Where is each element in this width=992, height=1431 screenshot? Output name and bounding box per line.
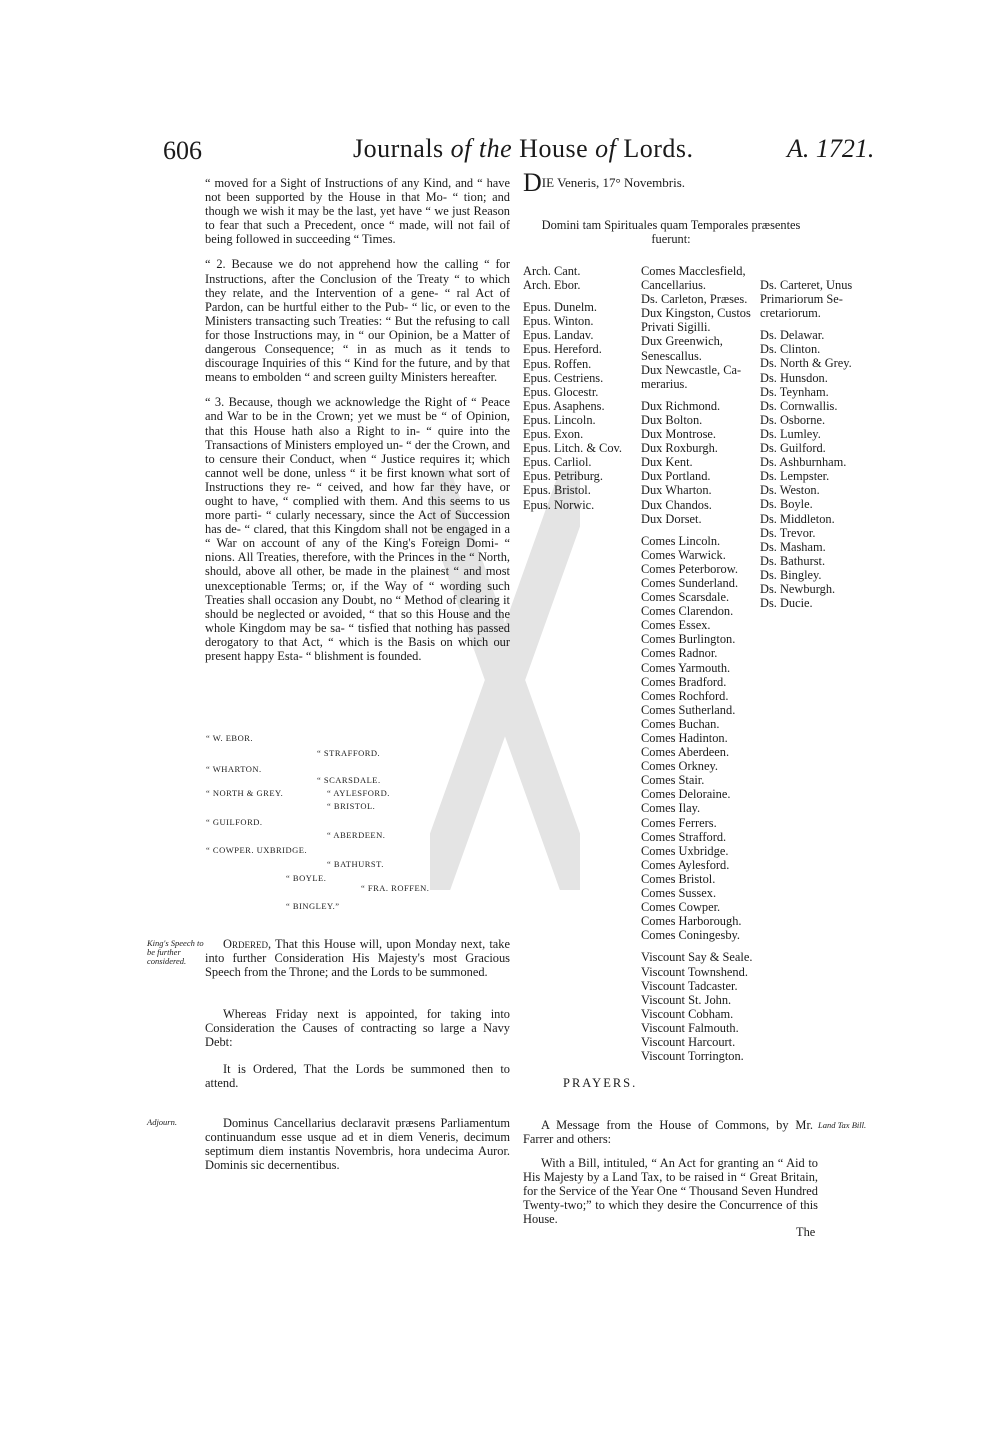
- lord-entry: Ds. Middleton.: [760, 511, 835, 526]
- lord-entry: Comes Aberdeen.: [641, 745, 730, 760]
- lord-entry: Comes Ilay.: [641, 801, 701, 816]
- lord-entry: Comes Burlington.: [641, 632, 736, 647]
- signature: “ AYLESFORD.: [327, 788, 390, 798]
- signature: “ BATHURST.: [327, 859, 384, 869]
- lord-entry: Epus. Carliol.: [523, 455, 592, 470]
- lord-entry: Dux Richmond.: [641, 398, 721, 413]
- lord-entry: Comes Sunderland.: [641, 575, 739, 590]
- lord-entry: Comes Harborough.: [641, 914, 742, 929]
- title-word: the: [478, 134, 513, 163]
- lord-entry: Viscount Falmouth.: [641, 1020, 739, 1035]
- list-gap: [641, 391, 752, 399]
- margin-note: King's Speech to be further considered.: [147, 938, 204, 966]
- lord-entry: Dux Roxburgh.: [641, 441, 718, 456]
- lord-entry: Ds. Bathurst.: [760, 553, 826, 568]
- lord-entry: Comes Yarmouth.: [641, 660, 731, 675]
- lord-entry: Ds. Carleton, Præses.: [641, 292, 748, 307]
- title-word: of: [450, 134, 472, 163]
- paragraph: “ 2. Because we do not apprehend how the calling “ for Instructions, after the Conclusion of the Treaty “ to which they relate, and the Intervention of a gene- “ ral Act of Pardon, can be hurtful either to the Pub- “ lic, or even to the Ministers transacting such Treaties: “ But the refusing to call for those Instructions may, in “ our Opinion, be a Matter of dangerous Consequence; “ in as much as it tends to discourage Inquiries of this “ Kind for the future, and by that means to embolden “ and screen guilty Ministers hereafter.: [205, 257, 510, 385]
- bill-paragraph: With a Bill, intituled, “ An Act for granting an “ Aid to His Majesty by a Land Tax, to be raised in “ Great Britain, for the Service of the Year One “ Thousand Seven Hundred Twenty-two;” to which they desire the Concurrence of this House.: [523, 1156, 818, 1227]
- lord-entry: Viscount Tadcaster.: [641, 978, 738, 993]
- lord-entry: Ds. Osborne.: [760, 412, 826, 427]
- title-word: of: [595, 134, 617, 163]
- lord-entry: Ds. North & Grey.: [760, 356, 852, 371]
- lord-entry: Ds. Hunsdon.: [760, 370, 828, 385]
- lord-entry: Dux Wharton.: [641, 483, 712, 498]
- lord-entry: Dux Kent.: [641, 455, 693, 470]
- lord-entry: Comes Bradford.: [641, 674, 727, 689]
- lord-entry: Epus. Winton.: [523, 314, 594, 329]
- lord-entry: Dux Dorset.: [641, 511, 702, 526]
- lords-column-temporal: [641, 264, 752, 1063]
- lord-entry: Comes Macclesfield,: [641, 264, 746, 278]
- lord-entry: Comes Cowper.: [641, 900, 721, 915]
- lord-entry: Ds. Boyle.: [760, 497, 813, 512]
- lord-entry: Dux Bolton.: [641, 412, 703, 427]
- lord-entry: Ds. Trevor.: [760, 525, 816, 540]
- lord-entry: Comes Hadinton.: [641, 731, 728, 745]
- running-title: [353, 134, 694, 164]
- lord-entry: Comes Essex.: [641, 618, 711, 633]
- sitting-date: [523, 168, 685, 198]
- signature: “ COWPER. UXBRIDGE.: [206, 845, 308, 855]
- summoned-paragraph: It is Ordered, That the Lords be summoned then to attend.: [205, 1062, 510, 1091]
- lord-entry: Epus. Petriburg.: [523, 469, 603, 484]
- signature: “ STRAFFORD.: [317, 748, 381, 758]
- lord-entry: Ds. Cornwallis.: [760, 398, 838, 413]
- paragraph: “ moved for a Sight of Instructions of any Kind, and “ have not been supported by the House in that Mo- “ tion; and though we wish it may be the last, yet have “ we just Reason to fear that such a Precedent, once “ made, will not fail of being followed in succeeding “ Times.: [205, 176, 510, 247]
- lord-entry: Comes Sussex.: [641, 886, 717, 901]
- page-number: 606: [163, 136, 202, 165]
- signature: “ SCARSDALE.: [317, 775, 381, 785]
- message-paragraph: A Message from the House of Commons, by Mr. Farrer and others:: [523, 1118, 813, 1147]
- lord-entry: Epus. Cestriens.: [523, 370, 604, 385]
- lord-entry: Comes Radnor.: [641, 646, 718, 661]
- lord-entry: Dux Newcastle, Ca-: [641, 362, 742, 377]
- lord-entry: Comes Strafford.: [641, 829, 727, 844]
- signature: “ BINGLEY.”: [286, 901, 340, 911]
- lord-entry: Comes Rochford.: [641, 688, 729, 703]
- date-text: IE Veneris, 17° Novembris.: [541, 175, 686, 190]
- lord-entry: Epus. Norwic.: [523, 497, 595, 512]
- lord-entry: merarius.: [641, 376, 688, 391]
- signature: “ WHARTON.: [206, 764, 262, 774]
- lord-entry: Ds. Teynham.: [760, 384, 829, 399]
- lord-entry: Comes Stair.: [641, 773, 705, 788]
- lord-entry: Epus. Glocestr.: [523, 384, 599, 399]
- protest-text: [205, 176, 510, 674]
- lord-entry: Epus. Exon.: [523, 427, 584, 442]
- list-gap: [760, 320, 852, 328]
- lord-entry: Ds. Newburgh.: [760, 581, 836, 596]
- lord-entry: Epus. Roffen.: [523, 356, 592, 371]
- lord-entry: Ds. Bingley.: [760, 567, 822, 582]
- lord-entry: Primariorum Se-: [760, 292, 843, 307]
- lord-entry: Epus. Asaphens.: [523, 398, 605, 413]
- lord-entry: Epus. Litch. & Cov.: [523, 441, 623, 456]
- title-word: Journals: [353, 134, 444, 163]
- lord-entry: Ds. Carteret, Unus: [760, 278, 853, 292]
- signature: “ W. EBOR.: [206, 733, 254, 743]
- lord-entry: Dux Montrose.: [641, 427, 717, 442]
- lord-entry: Comes Scarsdale.: [641, 590, 730, 605]
- lord-entry: Epus. Dunelm.: [523, 300, 597, 315]
- whereas-paragraph: Whereas Friday next is appointed, for taking into Consideration the Causes of contracting so large a Navy Debt:: [205, 1007, 510, 1050]
- paragraph: “ 3. Because, though we acknowledge the Right of “ Peace and War to be in the Crown; yet we must be “ of Opinion, that this House hath also a Right to in- “ quire into the Transactions of Ministers employed un- “ der the Crown, and to censure their Conduct, when “ Justice requires it; which cannot well be done, unless “ it be first known what sort of Instructions they re- “ ceived, and how far they have, or ought to have, “ complied with them. And this seems to us more parti- “ cularly necessary, since the Act of Succession has de- “ clared, that this Kingdom shall not be engaged in a “ War on account of any of the King's Foreign Domi- “ nions. All Treaties, therefore, with the Princes in the “ North, should, above all other, be made in the plainest “ and most unexceptionable Terms; or, if the Way of “ wording such Treaties shall occasion any Doubt, no “ Method of clearing it should be neglected or avoided, “ that so this House and the whole Kingdom may be sa- “ tisfied that nothing has passed derogatory to that Act, “ which is the Basis on which our present happy Esta- “ blishment is founded.: [205, 395, 510, 663]
- lord-entry: Ds. Clinton.: [760, 342, 821, 357]
- signature: “ BOYLE.: [286, 873, 327, 883]
- lord-entry: Epus. Hereford.: [523, 342, 602, 357]
- lords-column-barons: [760, 278, 852, 610]
- lord-entry: Comes Coningesby.: [641, 928, 741, 943]
- list-gap: [641, 942, 752, 950]
- lord-entry: Ds. Lempster.: [760, 469, 830, 484]
- lord-entry: Comes Clarendon.: [641, 604, 734, 619]
- margin-note: Land Tax Bill.: [818, 1120, 867, 1130]
- lord-entry: Ds. Ashburnham.: [760, 455, 847, 470]
- lord-entry: Comes Uxbridge.: [641, 843, 729, 858]
- lord-entry: Cancellarius.: [641, 278, 707, 293]
- lord-entry: Dux Chandos.: [641, 497, 712, 512]
- lord-entry: Senescallus.: [641, 348, 702, 363]
- lord-entry: Dux Greenwich,: [641, 334, 723, 349]
- catchword: The: [796, 1225, 816, 1239]
- page-year: A. 1721.: [787, 134, 875, 163]
- signature: “ NORTH & GREY.: [206, 788, 284, 798]
- lord-entry: Comes Lincoln.: [641, 533, 721, 548]
- lord-entry: Comes Aylesford.: [641, 857, 730, 872]
- lord-entry: Viscount Torrington.: [641, 1049, 744, 1064]
- adjourn-paragraph: Dominus Cancellarius declaravit præsens Parliamentum continuandum esse usque ad et in diem Veneris, decimum septimum diem instantis Novembris, hora undecima Auror. Dominis sic decernentibus.: [205, 1116, 510, 1173]
- lord-entry: cretariorum.: [760, 306, 821, 321]
- lord-entry: Viscount Harcourt.: [641, 1034, 736, 1049]
- lord-entry: Viscount Say & Seale.: [641, 950, 753, 965]
- lord-entry: Ds. Ducie.: [760, 596, 813, 611]
- ordered-text: That this House will, upon Monday next, take into further Consideration His Majesty's most Gracious Speech from the Throne; and the Lords to be summoned.: [205, 937, 510, 980]
- signature: “ FRA. ROFFEN.: [361, 883, 430, 893]
- lord-entry: Comes Orkney.: [641, 759, 718, 774]
- lord-entry: Viscount Cobham.: [641, 1006, 734, 1021]
- ordered-heading: Ordered,: [223, 937, 272, 951]
- list-gap: [523, 292, 622, 300]
- lord-entry: Dux Kingston, Custos: [641, 306, 751, 321]
- lord-entry: Comes Buchan.: [641, 716, 720, 731]
- lord-entry: Comes Peterborow.: [641, 561, 738, 576]
- lord-entry: Ds. Delawar.: [760, 328, 825, 343]
- lord-entry: Ds. Masham.: [760, 539, 826, 554]
- lord-entry: Dux Portland.: [641, 469, 711, 484]
- lord-entry: Privati Sigilli.: [641, 320, 711, 335]
- signature: “ BRISTOL.: [327, 801, 376, 811]
- order-paragraph: [205, 937, 510, 979]
- lord-entry: Arch. Cant.: [523, 264, 581, 278]
- drop-cap: D: [523, 168, 542, 197]
- list-gap: [641, 526, 752, 534]
- lord-entry: Comes Deloraine.: [641, 787, 731, 802]
- lord-entry: Viscount Townshend.: [641, 964, 748, 979]
- prayers-heading: PRAYERS.: [563, 1076, 638, 1090]
- margin-note: Adjourn.: [147, 1117, 177, 1127]
- attendance-heading: Domini tam Spirituales quam Temporales præsentes fuerunt:: [541, 218, 801, 246]
- lord-entry: Comes Warwick.: [641, 547, 726, 562]
- lord-entry: Ds. Lumley.: [760, 426, 821, 441]
- title-word: House: [519, 134, 589, 163]
- lord-entry: Comes Bristol.: [641, 871, 716, 886]
- signature: “ ABERDEEN.: [327, 830, 386, 840]
- lord-entry: Comes Sutherland.: [641, 702, 736, 717]
- lord-entry: Comes Ferrers.: [641, 815, 717, 830]
- lord-entry: Epus. Landav.: [523, 328, 594, 343]
- lord-entry: Epus. Lincoln.: [523, 412, 596, 427]
- signature: “ GUILFORD.: [206, 817, 263, 827]
- lords-column-spiritual: [523, 264, 622, 512]
- lord-entry: Ds. Guilford.: [760, 441, 826, 456]
- lord-entry: Arch. Ebor.: [523, 278, 581, 293]
- lord-entry: Ds. Weston.: [760, 483, 820, 498]
- lord-entry: Epus. Bristol.: [523, 483, 591, 498]
- lord-entry: Viscount St. John.: [641, 992, 732, 1007]
- title-word: Lords.: [623, 134, 694, 163]
